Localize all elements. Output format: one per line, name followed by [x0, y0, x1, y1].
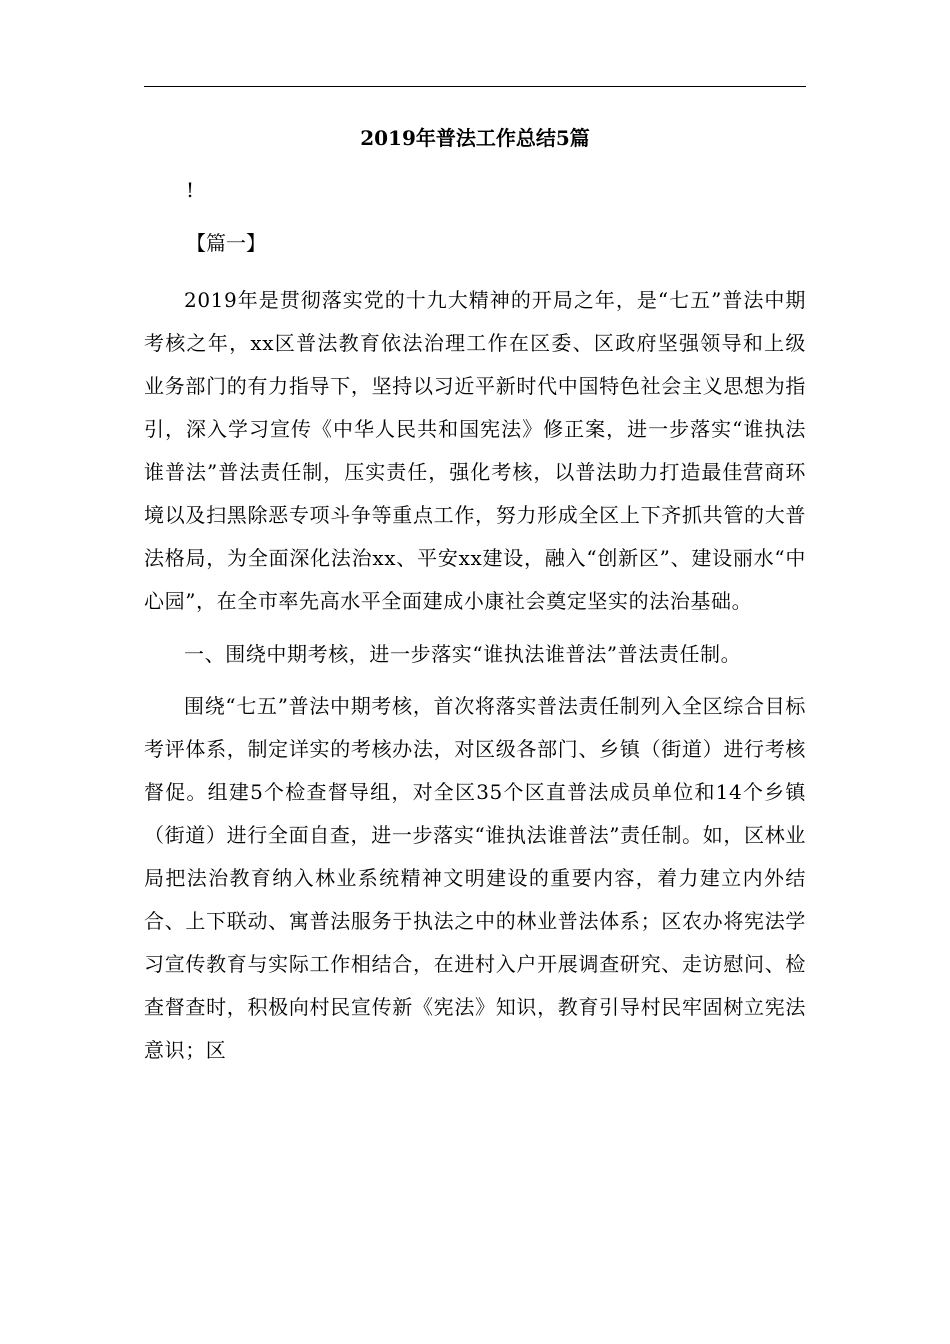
- section-label: 【篇一】: [186, 231, 266, 255]
- paragraph-heading-1: 一、围绕中期考核，进一步落实“谁执法谁普法”普法责任制。: [184, 641, 742, 666]
- document-title: 2019年普法工作总结5篇: [360, 126, 590, 150]
- paragraph-intro: 2019年是贯彻落实党的十九大精神的开局之年，是“七五”普法中期考核之年，xx区普法教育依法治理工作在区委、区政府坚强领导和上级业务部门的有力指导下，坚持以习近平新时代中国特色社会主义思想为指引，深入学习宣传《中华人民共和国宪法》修正案，进一步落实“谁执法谁普法”普法责任制，压实责任，强化考核，以普法助力打造最佳营商环境以及扫黑除恶专项斗争等重点工作，努力形成全区上下齐抓共管的大普法格局，为全面深化法治xx、平安xx建设，融入“创新区”、建设丽水“中心园”，在全市率先高水平全面建成小康社会奠定坚实的法治基础。: [144, 288, 806, 613]
- header-rule: [144, 86, 806, 87]
- document-body: [144, 279, 806, 1082]
- exclamation-mark: !: [186, 178, 195, 202]
- paragraph-body-1: 围绕“七五”普法中期考核，首次将落实普法责任制列入全区综合目标考评体系，制定详实的考核办法，对区级各部门、乡镇（街道）进行考核督促。组建5个检查督导组，对全区35个区直普法成员单位和14个乡镇（街道）进行全面自查，进一步落实“谁执法谁普法”责任制。如，区林业局把法治教育纳入林业系统精神文明建设的重要内容，着力建立内外结合、上下联动、寓普法服务于执法之中的林业普法体系；区农办将宪法学习宣传教育与实际工作相结合，在进村入户开展调查研究、走访慰问、检查督查时，积极向村民宣传新《宪法》知识，教育引导村民牢固树立宪法意识；区: [144, 694, 806, 1062]
